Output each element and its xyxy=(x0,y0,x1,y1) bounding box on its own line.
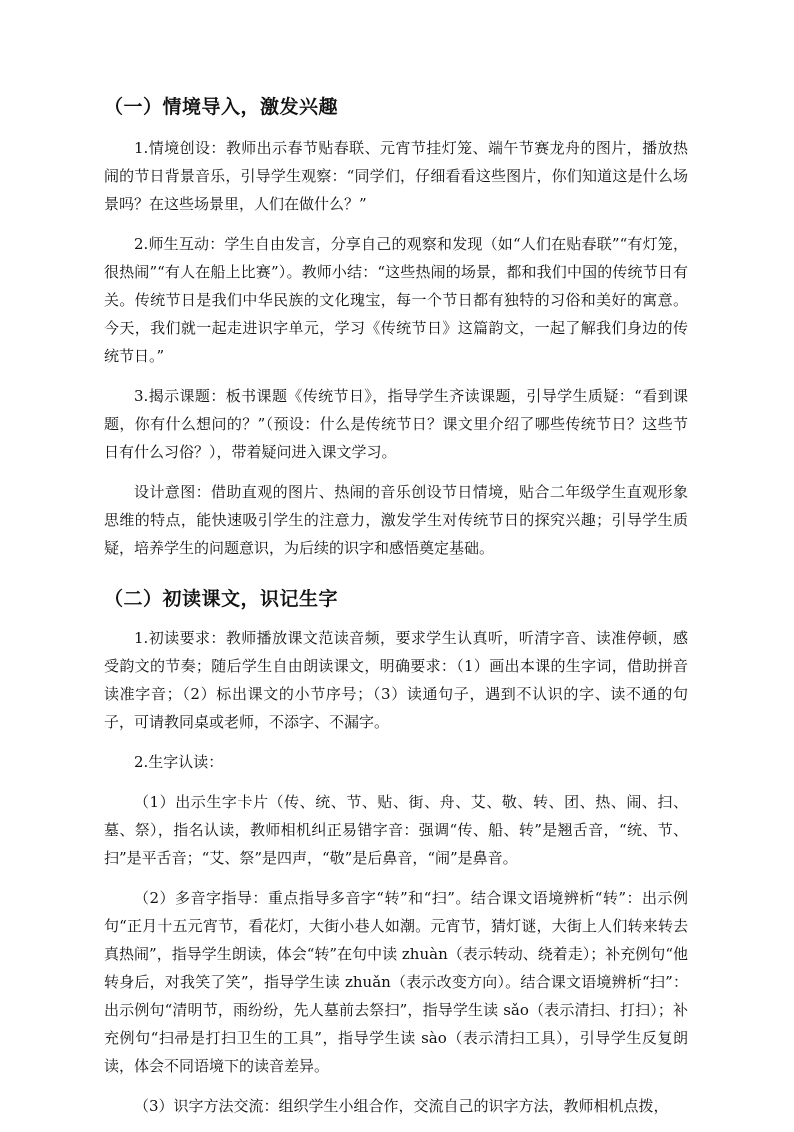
paragraph-polyphonic-guidance: （2）多音字指导：重点指导多音字“转”和“扫”。结合课文语境辨析“转”：出示例句“正月十五元宵节，看花灯，大街小巷人如潮。元宵节，猜灯谜，大街上人们转来转去真热闹”，指导学生朗读，体会“转”在句中读 zhuàn（表示转动、绕着走）；补充例句“他转身后，对我笑了笑”，指导学生读 zhuǎn（表示改变方向）。结合课文语境辨析“扫”：出示例句“清明节，雨纷纷，先人墓前去祭扫”，指导学生读 sǎo（表示清扫、打扫）；补充例句“扫帚是打扫卫生的工具”，指导学生读 sào（表示清扫工具），引导学生反复朗读，体会不同语境下的读音差异。 xyxy=(104,889,688,1075)
section-heading-1: （一）情境导入，激发兴趣 xyxy=(104,96,339,118)
paragraph-situation-setup: 1.情境创设：教师出示春节贴春联、元宵节挂灯笼、端午节赛龙舟的图片，播放热闹的节日背景音乐，引导学生观察：“同学们，仔细看看这些图片，你们知道这是什么场景吗？在这些场景里，人们在做什么？” xyxy=(104,139,688,213)
document-body xyxy=(104,92,688,1132)
paragraph-character-reading: 2.生字认读： xyxy=(134,753,224,771)
paragraph-teacher-student-interaction: 2.师生互动：学生自由发言，分享自己的观察和发现（如“人们在贴春联”“有灯笼，很热闹”“有人在船上比赛”）。教师小结：“这些热闹的场景，都和我们中国的传统节日有关。传统节日是我们中华民族的文化瑰宝，每一个节日都有独特的习俗和美好的寓意。今天，我们就一起走进识字单元，学习《传统节日》这篇韵文，一起了解我们身边的传统节日。” xyxy=(104,235,688,365)
paragraph-literacy-methods: （3）识字方法交流：组织学生小组合作，交流自己的识字方法，教师相机点拨， xyxy=(134,1097,669,1115)
paragraph-character-cards: （1）出示生字卡片（传、统、节、贴、街、舟、艾、敬、转、团、热、闹、扫、墓、祭），指名认读，教师相机纠正易错字音：强调“传、船、转”是翘舌音，“统、节、扫”是平舌音；“艾、祭”是四声，“敬”是后鼻音，“闹”是鼻音。 xyxy=(104,793,688,867)
paragraph-design-intent: 设计意图：借助直观的图片、热闹的音乐创设节日情境，贴合二年级学生直观形象思维的特点，能快速吸引学生的注意力，激发学生对传统节日的探究兴趣；引导学生质疑，培养学生的问题意识，为后续的识字和感悟奠定基础。 xyxy=(104,483,688,557)
paragraph-reveal-topic: 3.揭示课题：板书课题《传统节日》，指导学生齐读课题，引导学生质疑：“看到课题，你有什么想问的？”（预设：什么是传统节日？课文里介绍了哪些传统节日？这些节日有什么习俗？），带着疑问进入课文学习。 xyxy=(104,387,688,461)
section-heading-2: （二）初读课文，识记生字 xyxy=(104,588,339,610)
paragraph-first-reading-requirements: 1.初读要求：教师播放课文范读音频，要求学生认真听，听清字音、读准停顿，感受韵文的节奏；随后学生自由朗读课文，明确要求：（1）画出本课的生字词，借助拼音读准字音；（2）标出课文的小节序号；（3）读通句子，遇到不认识的字、读不通的句子，可请教同桌或老师，不添字、不漏字。 xyxy=(104,629,688,731)
